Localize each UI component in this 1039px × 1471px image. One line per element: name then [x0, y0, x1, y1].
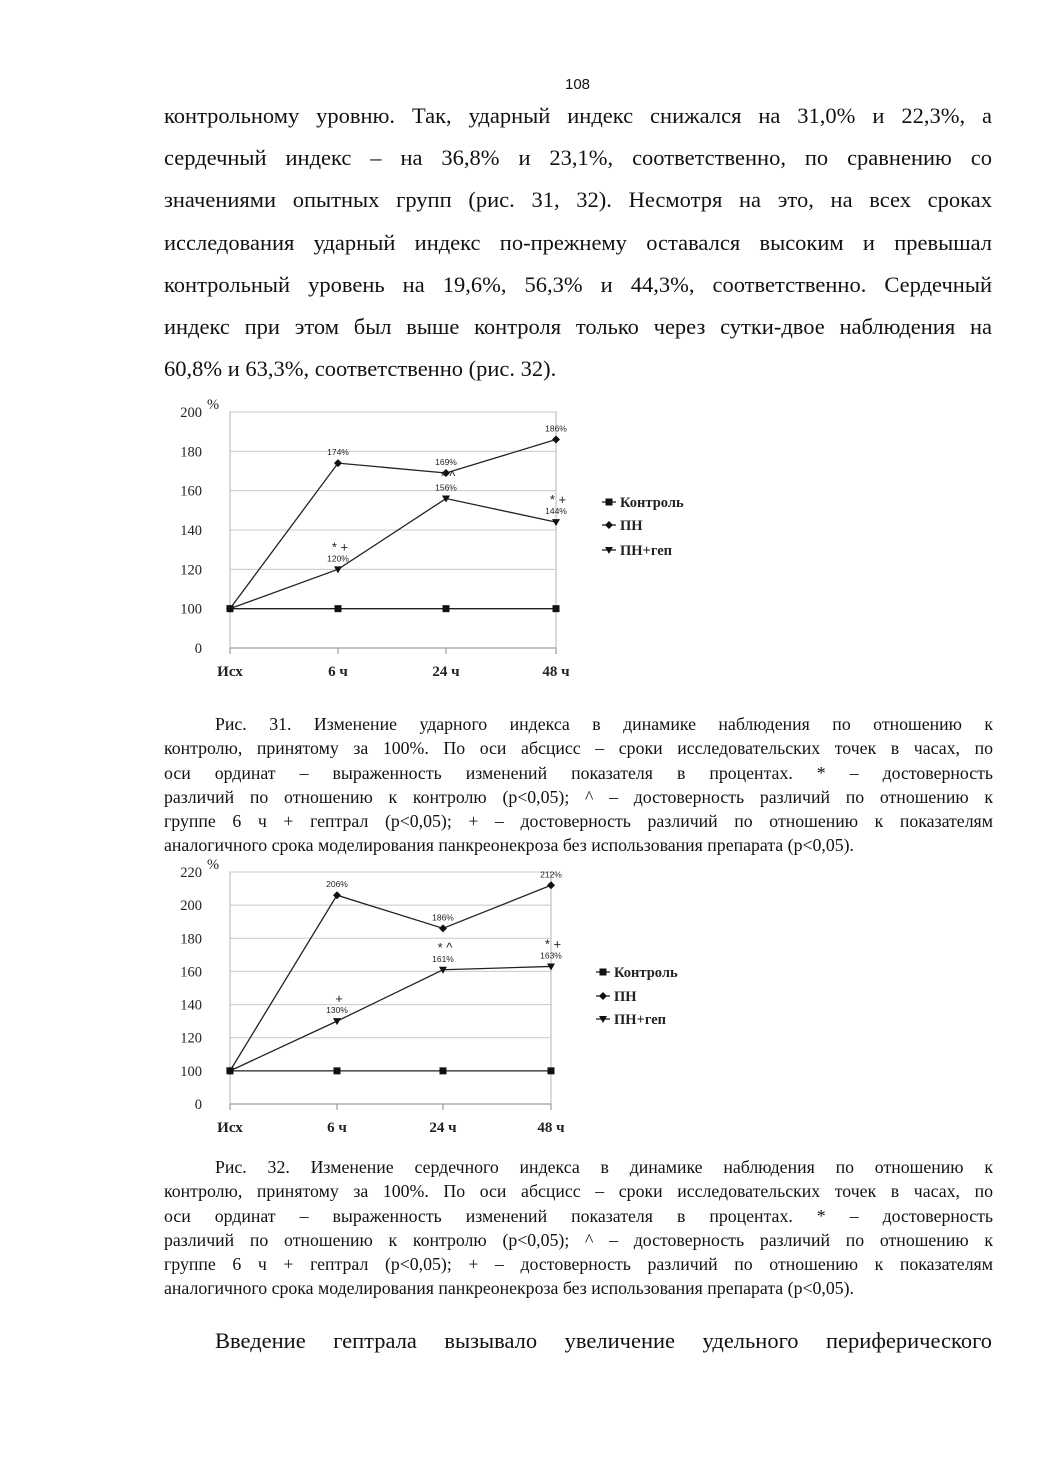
- y-tick-label: 0: [194, 1097, 202, 1113]
- text-line: значениями опытных групп (рис. 31, 32). Несмотря на это, на всех сроках: [164, 187, 992, 213]
- y-tick-label: 0: [194, 641, 202, 657]
- series-line-3: [230, 966, 551, 1070]
- caption-line: оси ординат – выраженность изменений показателя в процентах. * – достоверность: [164, 762, 993, 783]
- caption-line: Рис. 32. Изменение сердечного индекса в динамике наблюдения по отношению к: [215, 1157, 993, 1177]
- data-point: [439, 924, 447, 932]
- y-tick-label: 120: [180, 1030, 202, 1047]
- data-point: [333, 891, 341, 899]
- paragraph-1: [164, 95, 992, 390]
- data-label: 212%: [540, 869, 562, 880]
- figure-32-caption: [164, 1155, 993, 1301]
- page-number: 108: [564, 76, 591, 93]
- data-point: [547, 881, 555, 889]
- legend-label: ПН+геп: [620, 543, 673, 559]
- x-tick-label: 6 ч: [327, 1120, 347, 1136]
- legend-label: ПН: [614, 989, 637, 1005]
- y-tick-label: 160: [180, 483, 202, 500]
- legend-marker: [600, 969, 607, 976]
- x-tick-label: 24 ч: [432, 664, 460, 680]
- series-line-2: [230, 440, 556, 609]
- text-line: контрольный уровень на 19,6%, 56,3% и 44,3%, соответственно. Сердечный: [164, 271, 992, 297]
- significance-mark: * ^: [437, 939, 453, 955]
- legend-marker: [599, 992, 607, 1000]
- data-label: 174%: [327, 447, 349, 458]
- paragraph-2: [164, 1320, 992, 1362]
- caption-line: различий по отношению к контролю (p<0,05); ^ – достоверность различий по отношению к: [164, 1229, 993, 1250]
- y-axis-label: %: [207, 857, 220, 873]
- significance-mark: * +: [544, 936, 562, 952]
- text-line: сердечный индекс – на 36,8% и 23,1%, соответственно, по сравнению со: [164, 145, 992, 171]
- y-tick-label: 200: [180, 898, 202, 915]
- x-tick-label: 6 ч: [328, 664, 348, 680]
- significance-mark: * +: [331, 539, 349, 555]
- legend-label: ПН: [620, 518, 643, 534]
- y-tick-label: 120: [180, 562, 202, 579]
- caption-line: контролю, принятому за 100%. По оси абсцисс – сроки исследовательских точек в часах, по: [164, 1181, 993, 1202]
- series-line-2: [230, 885, 551, 1071]
- caption-line: оси ординат – выраженность изменений показателя в процентах. * – достоверность: [164, 1205, 993, 1226]
- x-tick-label: 48 ч: [537, 1120, 565, 1136]
- data-point: [334, 1067, 341, 1074]
- x-tick-label: Исх: [217, 664, 243, 680]
- text-line: индекс при этом был выше контроля только через сутки-двое наблюдения на: [164, 314, 992, 340]
- figure-31-caption: [164, 712, 993, 858]
- data-point: [440, 1067, 447, 1074]
- legend-label: Контроль: [614, 965, 678, 981]
- data-label: 186%: [545, 423, 567, 434]
- data-point: [552, 436, 560, 444]
- data-label: 169%: [435, 456, 457, 467]
- figure-32-chart: [0, 852, 760, 1152]
- caption-line: группе 6 ч + гептрал (p<0,05); + – достоверность различий по отношению к показателям: [164, 811, 993, 832]
- y-axis-label: %: [207, 397, 220, 413]
- significance-mark: +: [335, 991, 343, 1007]
- caption-line: аналогичного срока моделирования панкреонекроза без использования препарата (p<0,05).: [164, 1278, 854, 1299]
- data-point: [333, 1018, 341, 1025]
- caption-line: Рис. 31. Изменение ударного индекса в динамике наблюдения по отношению к: [215, 714, 993, 734]
- data-point: [443, 605, 450, 612]
- y-tick-label: 160: [180, 964, 202, 981]
- data-point: [335, 605, 342, 612]
- text-line: Введение гептрала вызывало увеличение удельного периферического: [215, 1328, 992, 1353]
- data-label: 161%: [432, 953, 454, 964]
- text-line: 60,8% и 63,3%, соответственно (рис. 32).: [164, 356, 557, 382]
- data-label: 130%: [326, 1005, 348, 1016]
- data-label: 156%: [435, 482, 457, 493]
- y-tick-label: 140: [180, 997, 202, 1014]
- y-tick-label: 100: [180, 601, 202, 618]
- legend-marker: [605, 521, 613, 529]
- caption-line: аналогичного срока моделирования панкреонекроза без использования препарата (p<0,05).: [164, 835, 854, 856]
- y-tick-label: 140: [180, 523, 202, 539]
- text-line: контрольному уровню. Так, ударный индекс снижался на 31,0% и 22,3%, а: [164, 103, 992, 128]
- y-tick-label: 220: [180, 865, 202, 881]
- plot-area: [230, 872, 551, 1104]
- data-label: 206%: [326, 879, 348, 890]
- text-line: исследования ударный индекс по-прежнему оставался высоким и превышал: [164, 229, 992, 255]
- significance-mark: * +: [549, 492, 567, 508]
- caption-line: контролю, принятому за 100%. По оси абсцисс – сроки исследовательских точек в часах, по: [164, 738, 993, 759]
- caption-line: группе 6 ч + гептрал (p<0,05); + – достоверность различий по отношению к показателям: [164, 1254, 993, 1275]
- data-label: 120%: [327, 553, 349, 564]
- caption-line: различий по отношению к контролю (p<0,05); ^ – достоверность различий по отношению к: [164, 786, 993, 807]
- y-tick-label: 180: [180, 931, 202, 948]
- significance-mark: * ^: [440, 468, 456, 484]
- x-tick-label: 48 ч: [542, 664, 570, 680]
- y-tick-label: 100: [180, 1063, 202, 1080]
- data-point: [552, 519, 560, 526]
- x-tick-label: 24 ч: [429, 1120, 457, 1136]
- data-label: 144%: [545, 506, 567, 517]
- legend-marker: [606, 499, 613, 506]
- data-label: 186%: [432, 912, 454, 923]
- legend-label: ПН+геп: [614, 1012, 667, 1028]
- legend-label: Контроль: [620, 495, 684, 511]
- data-label: 163%: [540, 950, 562, 961]
- y-tick-label: 200: [180, 405, 202, 421]
- series-line-3: [230, 499, 556, 609]
- data-point: [553, 605, 560, 612]
- y-tick-label: 180: [180, 444, 202, 461]
- x-tick-label: Исх: [217, 1120, 243, 1136]
- data-point: [548, 1067, 555, 1074]
- figure-31-chart: [0, 392, 760, 692]
